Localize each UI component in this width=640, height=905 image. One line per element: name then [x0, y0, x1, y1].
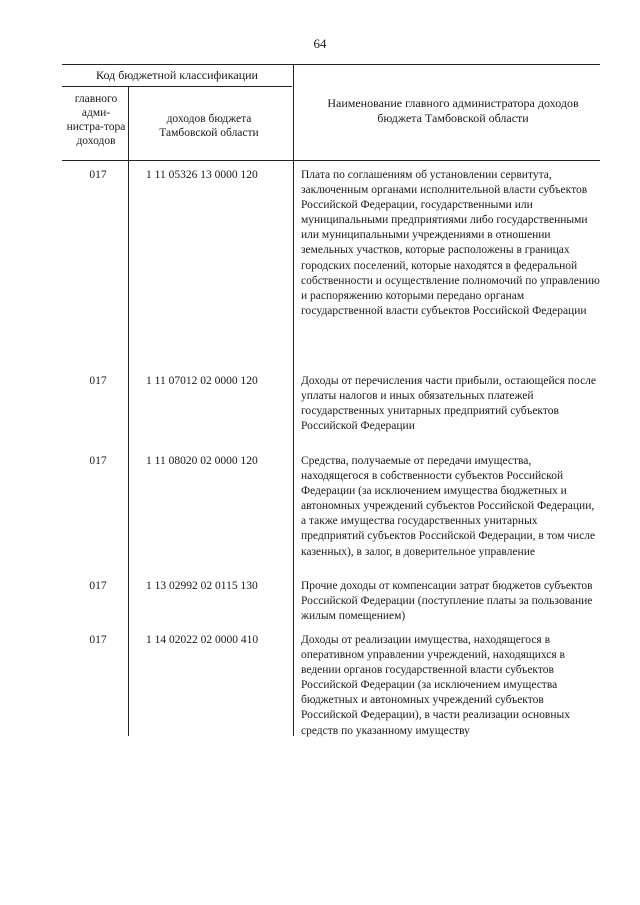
table-row-3-admin-code: 017	[89, 455, 107, 467]
table-top-rule	[62, 64, 600, 65]
table-row-3-description: Средства, получаемые от передачи имущества, находящегося в собственности субъектов Российской Федерации (за исключением имущества бюджетных и автономных учреждений субъектов Российской Федерации, а также имущества государственных унитарных предприятий субъектов Российской Федерации, в том числе казенных), в залог, в доверительное управление	[301, 455, 596, 558]
table-row-4-description: Прочие доходы от компенсации затрат бюджетов субъектов Российской Федерации (поступление платы за пользование жилым помещением)	[301, 580, 593, 623]
header-income-column: доходов бюджета Тамбовской области	[159, 113, 259, 139]
table-row-2-admin-code: 017	[89, 375, 107, 387]
table-row-1-admin-code: 017	[89, 169, 107, 181]
table-row-2-description: Доходы от перечисления части прибыли, остающейся после уплаты налогов и иных обязательных платежей государственных унитарных предприятий субъектов Российской Федерации	[301, 375, 597, 433]
table-row-4-income-code: 1 13 02992 02 0115 130	[146, 580, 258, 592]
header-bottom-rule	[62, 160, 600, 161]
header-name-column: Наименование главного администратора доходов бюджета Тамбовской области	[327, 96, 579, 125]
table-row-1-income-code: 1 11 05326 13 0000 120	[146, 169, 258, 181]
header-group-title: Код бюджетной классификации	[96, 68, 258, 82]
table-row-1-description: Плата по соглашениям об установлении сервитута, заключенным органами исполнительной власти субъектов Российской Федерации, государственными или муниципальными предприятиями либо государственными или муниципальными учреждениями в отношении земельных участков, которые расположены в границах городских поселений, которые находятся в федеральной собственности и осуществление полномочий по управлению и распоряжению которыми передано органам государственной власти субъектов Российской Федерации	[301, 169, 600, 317]
column-divider-name	[293, 64, 294, 736]
table-row-2-income-code: 1 11 07012 02 0000 120	[146, 375, 258, 387]
header-admin-column: главного адми-нистра-тора доходов	[66, 93, 126, 147]
table-row-4-admin-code: 017	[89, 580, 107, 592]
table-row-5-admin-code: 017	[89, 634, 107, 646]
table-row-5-income-code: 1 14 02022 02 0000 410	[146, 634, 259, 646]
group-header-rule	[62, 86, 292, 87]
page-number: 64	[313, 36, 327, 51]
table-row-5-description: Доходы от реализации имущества, находящегося в оперативном управлении учреждений, находящихся в ведении органов государственной власти субъектов Российской Федерации (за исключением имущества бюджетных и автономных учреждений субъектов Российской Федерации), в части реализации основных средств по указанному имуществу	[301, 634, 570, 737]
table-row-3-income-code: 1 11 08020 02 0000 120	[146, 455, 258, 467]
